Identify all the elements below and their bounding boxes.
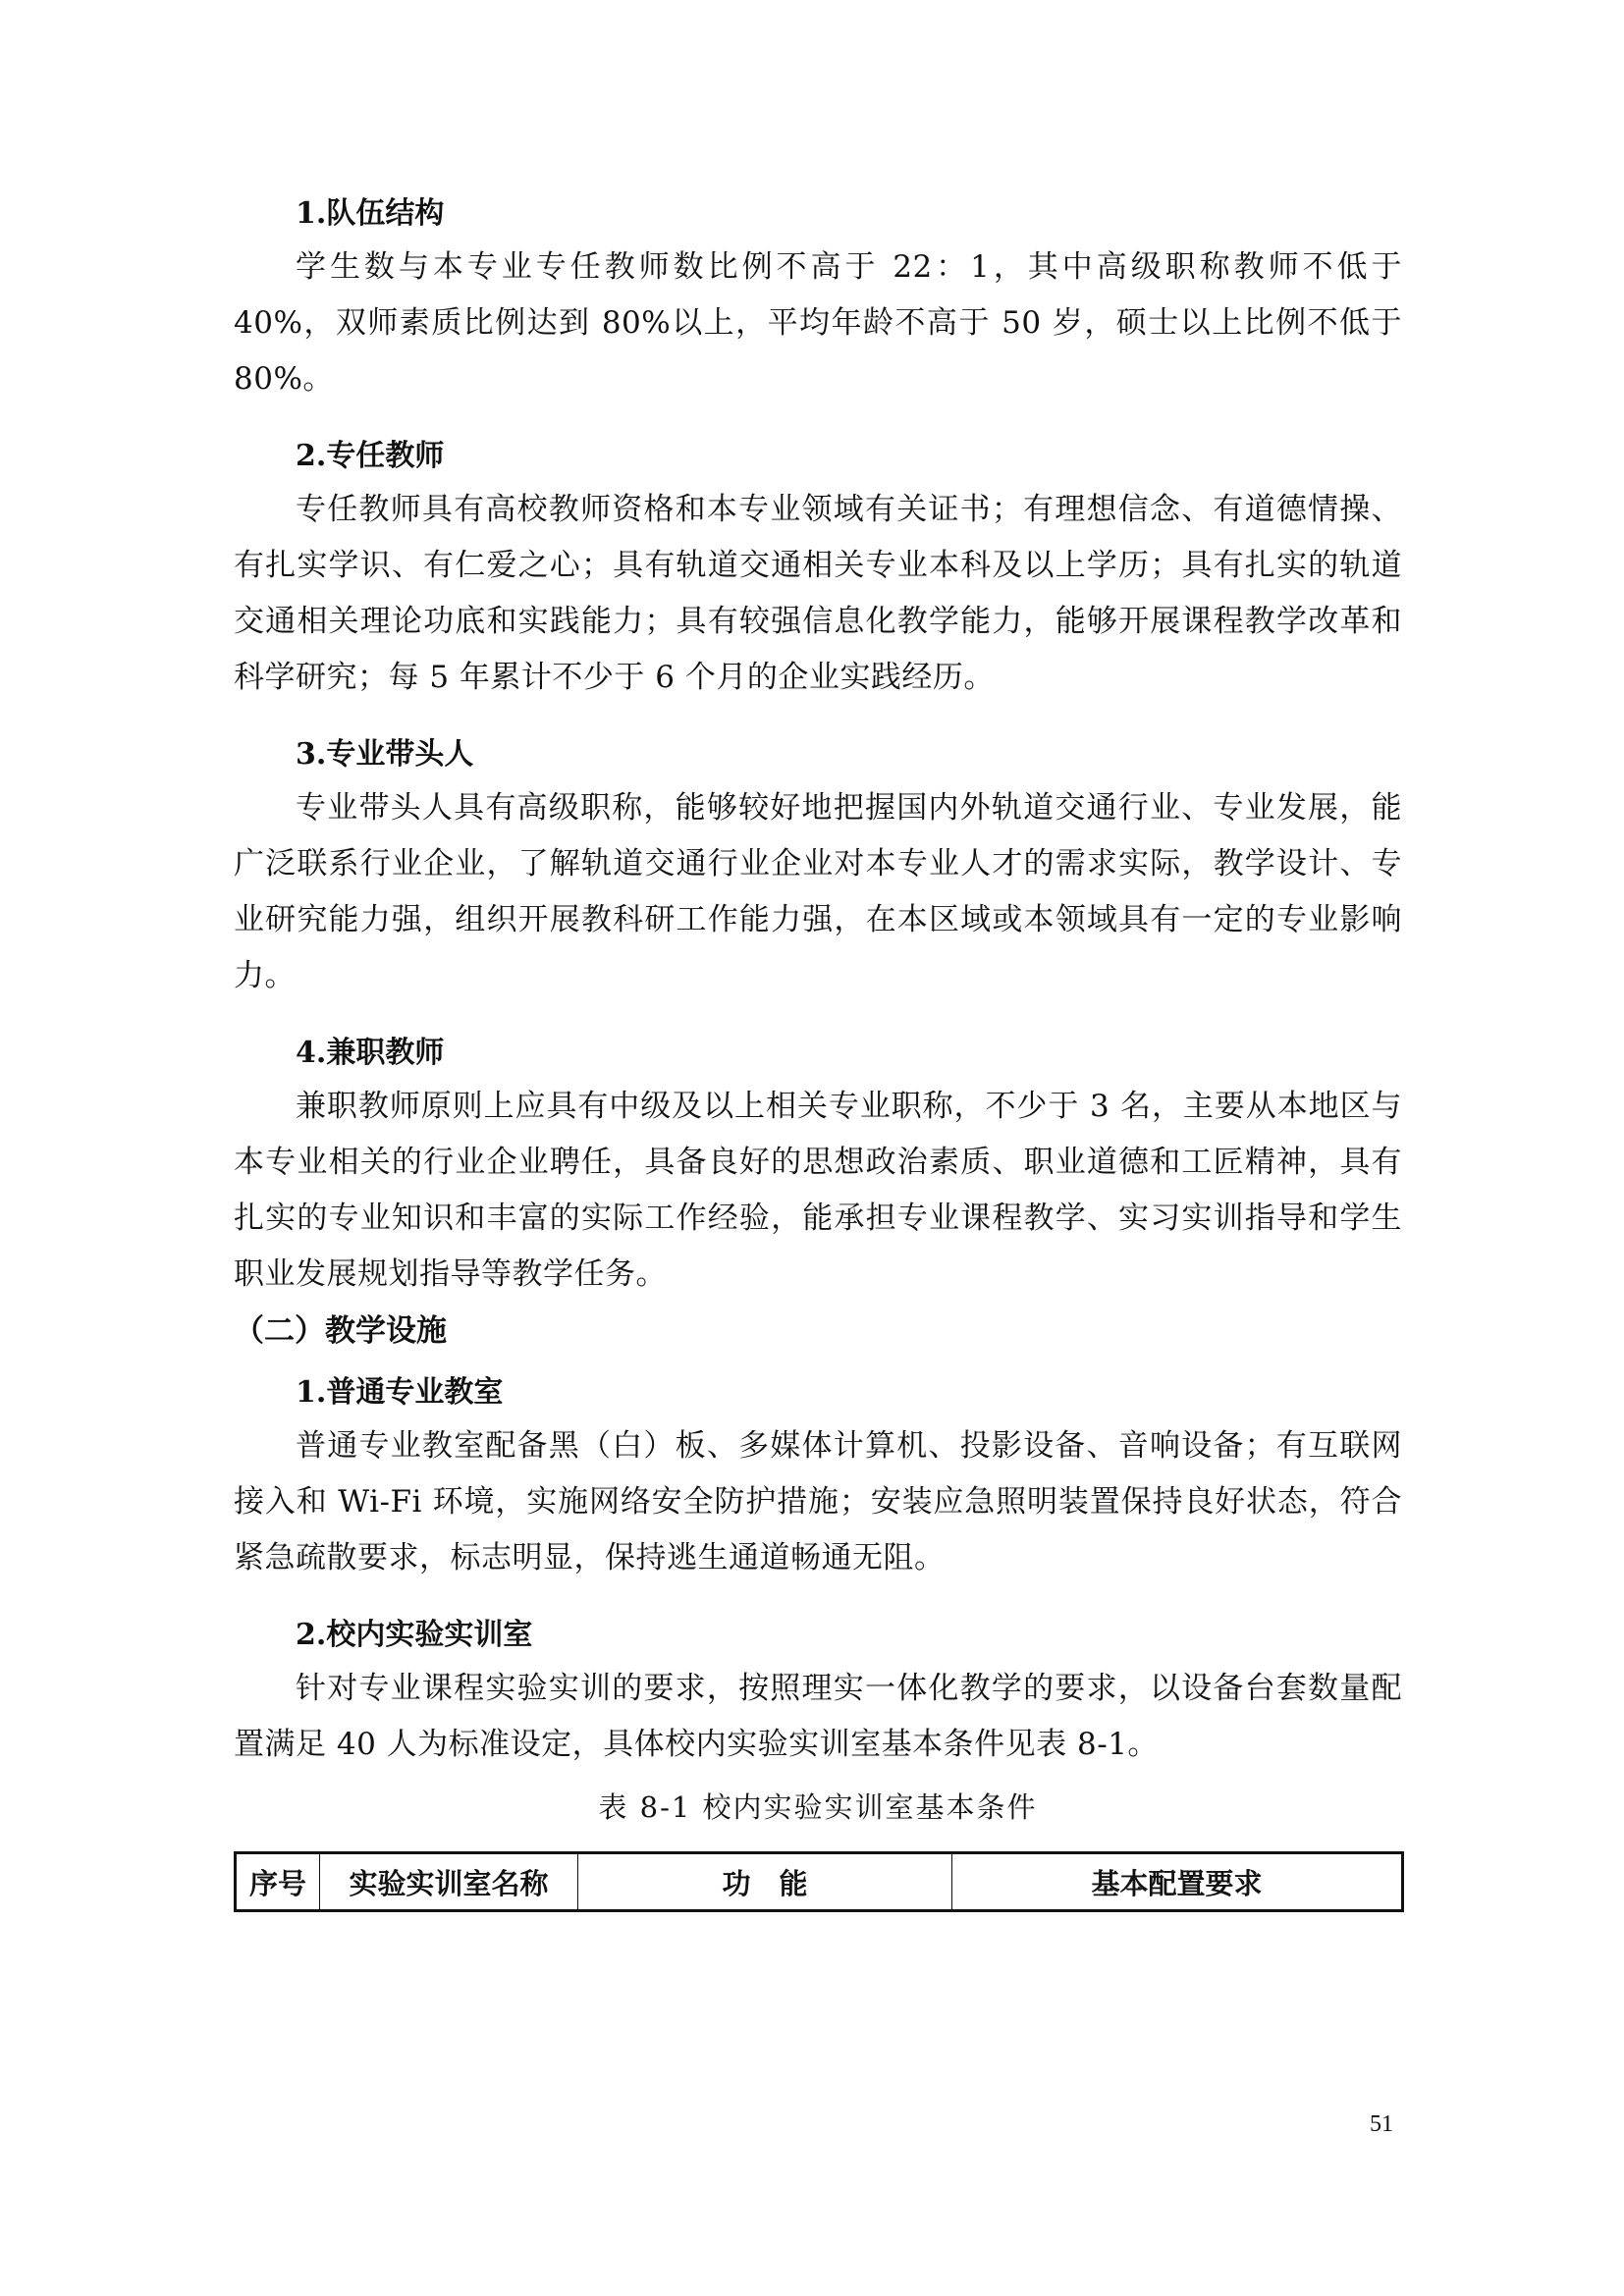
training-room-table bbox=[234, 1851, 1404, 1912]
paragraph-fulltime-teachers: 专任教师具有高校教师资格和本专业领域有关证书；有理想信念、有道德情操、有扎实学识、有仁爱之心；具有轨道交通相关专业本科及以上学历；具有扎实的轨道交通相关理论功底和实践能力；具有较强信息化教学能力，能够开展课程教学改革和科学研究；每 5 年累计不少于 6 个月的企业实践经历。 bbox=[234, 492, 1402, 695]
section-heading-fulltime-teachers: 2.专任教师 bbox=[296, 439, 445, 473]
section-heading-team-structure: 1.队伍结构 bbox=[296, 196, 445, 231]
paragraph-parttime-teachers: 兼职教师原则上应具有中级及以上相关专业职称，不少于 3 名，主要从本地区与本专业相关的行业企业聘任，具备良好的思想政治素质、职业道德和工匠精神，具有扎实的专业知识和丰富的实际工作经验，能承担专业课程教学、实习实训指导和学生职业发展规划指导等教学任务。 bbox=[234, 1089, 1402, 1292]
paragraph-discipline-leader: 专业带头人具有高级职称，能够较好地把握国内外轨道交通行业、专业发展，能广泛联系行业企业，了解轨道交通行业企业对本专业人才的需求实际，教学设计、专业研究能力强，组织开展教科研工作能力强，在本区域或本领域具有一定的专业影响力。 bbox=[234, 790, 1402, 993]
table-header-row bbox=[236, 1853, 1403, 1911]
table-header-function: 功 能 bbox=[578, 1853, 952, 1911]
section-heading-classrooms: 1.普通专业教室 bbox=[296, 1375, 504, 1410]
page-content bbox=[234, 194, 1402, 1912]
table-header-requirements: 基本配置要求 bbox=[952, 1853, 1403, 1911]
table-caption: 表 8-1 校内实验实训室基本条件 bbox=[598, 1790, 1038, 1824]
paragraph-training-rooms: 针对专业课程实验实训的要求，按照理实一体化教学的要求，以设备台套数量配置满足 40 人为标准设定，具体校内实验实训室基本条件见表 8-1。 bbox=[234, 1671, 1402, 1762]
major-heading-teaching-facilities: （二）教学设施 bbox=[234, 1313, 447, 1349]
section-heading-discipline-leader: 3.专业带头人 bbox=[296, 737, 474, 772]
section-heading-training-rooms: 2.校内实验实训室 bbox=[296, 1618, 533, 1652]
paragraph-team-structure: 学生数与本专业专任教师数比例不高于 22：1，其中高级职称教师不低于 40%，双师素质比例达到 80%以上，平均年龄不高于 50 岁，硕士以上比例不低于 80%。 bbox=[234, 249, 1402, 397]
table-header-index: 序号 bbox=[236, 1853, 320, 1911]
table-header-room-name: 实验实训室名称 bbox=[320, 1853, 578, 1911]
page-number: 51 bbox=[1370, 2111, 1393, 2137]
section-heading-parttime-teachers: 4.兼职教师 bbox=[296, 1036, 445, 1070]
paragraph-classrooms: 普通专业教室配备黑（白）板、多媒体计算机、投影设备、音响设备；有互联网接入和 Wi-Fi 环境，实施网络安全防护措施；安装应急照明装置保持良好状态，符合紧急疏散要求，标志明显，保持逃生通道畅通无阻。 bbox=[234, 1428, 1402, 1575]
